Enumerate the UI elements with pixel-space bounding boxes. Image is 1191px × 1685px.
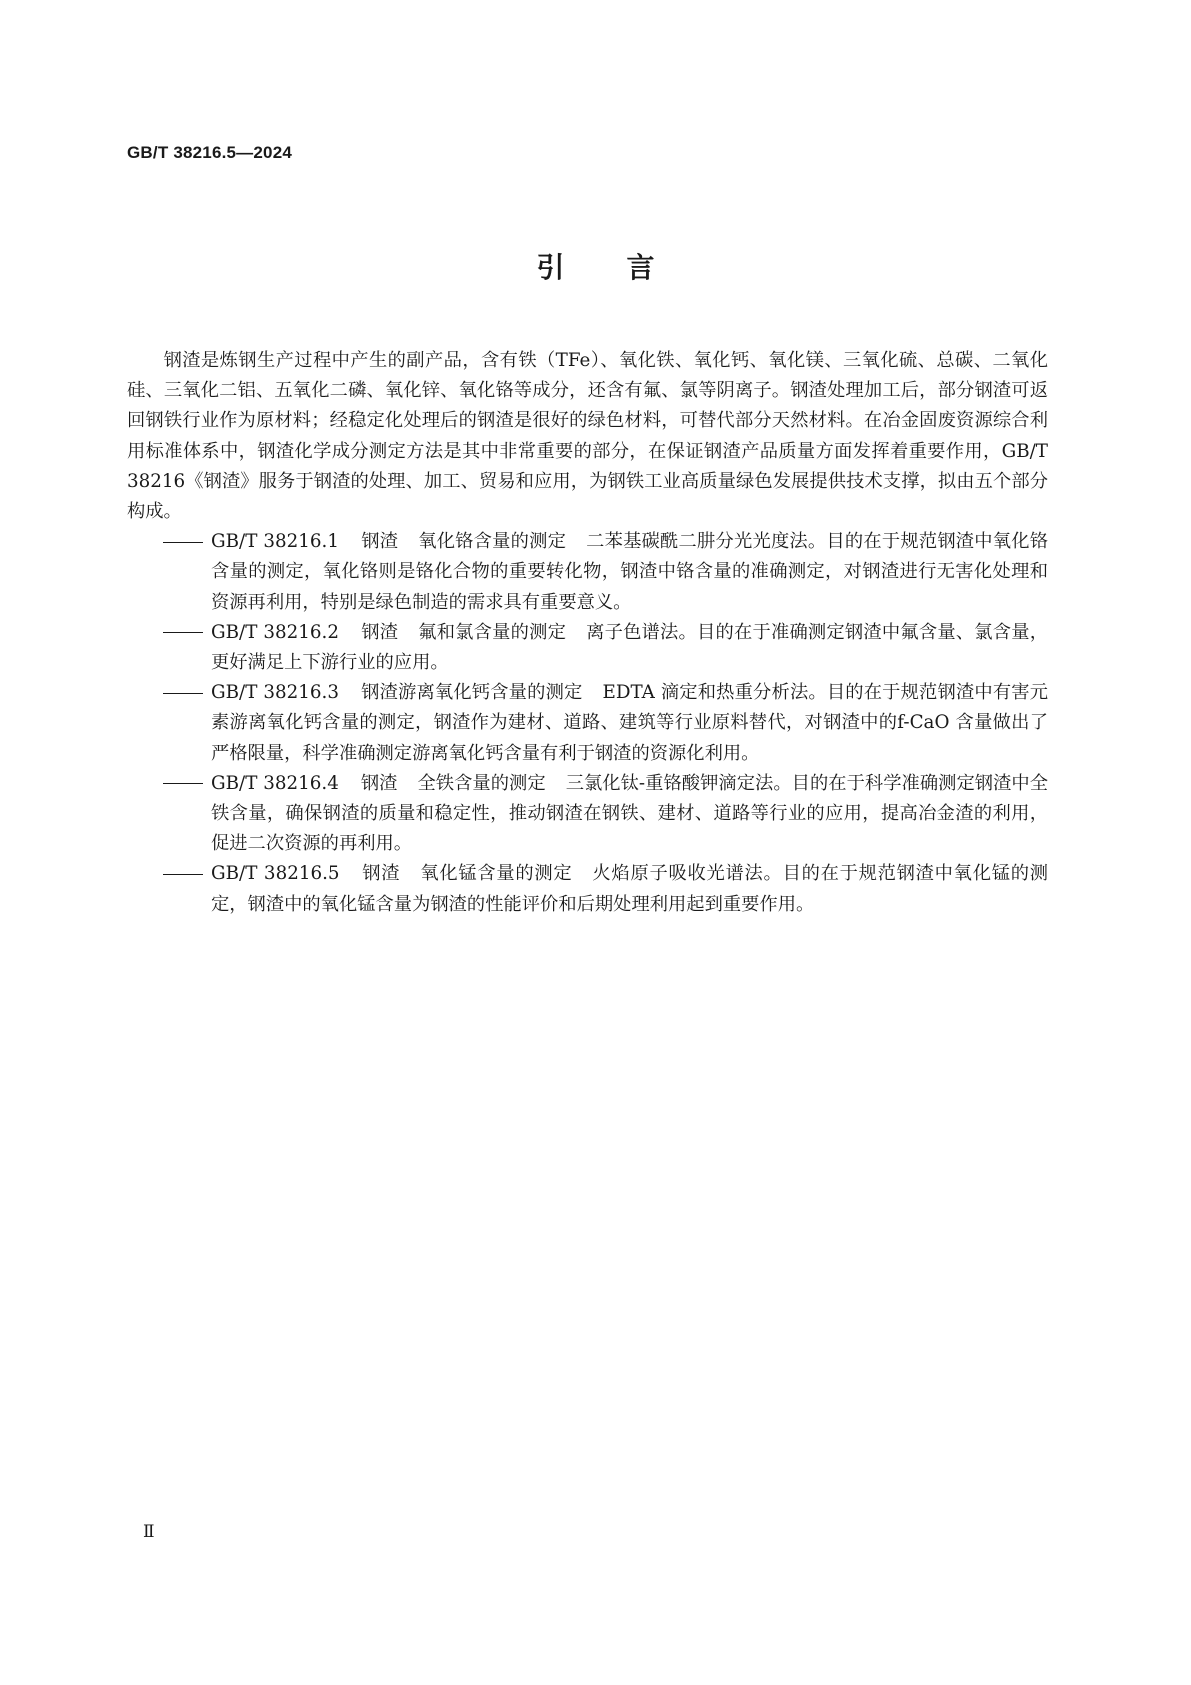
part-purpose: 目的在于规范钢渣中氧化铬含量的测定，氧化铬则是铬化合物的重要转化物，钢渣中铬含量的准确测定，对钢渣进行无害化处理和资源再利用，特别是绿色制造的需求具有重要意义。: [211, 531, 1049, 613]
part-code: GB/T 38216.2: [211, 621, 340, 643]
em-dash-marker: [163, 618, 211, 648]
part-purpose: 目的在于规范钢渣中有害元素游离氧化钙含量的测定，钢渣作为建材、道路、建筑等行业原料替代，对钢渣中的f-CaO 含量做出了严格限量，科学准确测定游离氧化钙含量有利于钢渣的资源化利用。: [211, 682, 1049, 764]
part-title-main: 钢渣: [361, 621, 399, 643]
part-title-sub: 钢渣游离氧化钙含量的测定: [360, 682, 583, 704]
list-item: [127, 769, 1048, 860]
list-item: [127, 678, 1048, 769]
document-body: [127, 346, 1048, 920]
part-title-method: 离子色谱法。: [586, 621, 698, 643]
part-code: GB/T 38216.4: [211, 772, 339, 794]
part-title-sub: 氟和氯含量的测定: [418, 621, 567, 643]
part-title-main: 钢渣: [361, 863, 401, 885]
list-item: [127, 527, 1048, 618]
part-purpose: 目的在于规范钢渣中氧化锰的测定，钢渣中的氧化锰含量为钢渣的性能评价和后期处理利用起到重要作用。: [211, 863, 1049, 915]
em-dash-marker: [163, 859, 211, 889]
em-dash-marker: [163, 769, 211, 799]
part-title-method: 火焰原子吸收光谱法。: [592, 863, 783, 885]
part-purpose: 目的在于科学准确测定钢渣中全铁含量，确保钢渣的质量和稳定性，推动钢渣在钢铁、建材、道路等行业的应用，提高冶金渣的利用，促进二次资源的再利用。: [211, 772, 1048, 855]
part-title-main: 钢渣: [361, 531, 399, 553]
parts-list: [127, 527, 1048, 920]
section-title: 引言: [536, 251, 717, 284]
part-title-sub: 氧化锰含量的测定: [420, 863, 573, 885]
part-code: GB/T 38216.1: [211, 531, 340, 553]
part-title-method: 三氯化钛-重铬酸钾滴定法。: [565, 772, 792, 794]
part-code: GB/T 38216.5: [211, 863, 340, 885]
part-title-method: EDTA 滴定和热重分析法。: [602, 682, 827, 704]
list-item: [127, 859, 1048, 919]
part-title-method: 二苯基碳酰二肼分光光度法。: [586, 531, 827, 553]
standard-code: GB/T 38216.5—2024: [127, 143, 292, 162]
part-title-sub: 氧化铬含量的测定: [418, 531, 567, 553]
part-purpose: 目的在于准确测定钢渣中氟含量、氯含量，更好满足上下游行业的应用。: [211, 621, 1049, 674]
part-title-sub: 全铁含量的测定: [417, 772, 546, 794]
part-title-main: 钢渣: [360, 772, 398, 794]
page-number: Ⅱ: [143, 1522, 155, 1542]
list-item: [127, 618, 1048, 678]
em-dash-marker: [163, 678, 211, 708]
part-code: GB/T 38216.3: [211, 682, 339, 704]
em-dash-marker: [163, 527, 211, 557]
intro-paragraph: 钢渣是炼钢生产过程中产生的副产品，含有铁（TFe）、氧化铁、氧化钙、氧化镁、三氧化硫、总碳、二氧化硅、三氧化二铝、五氧化二磷、氧化锌、氧化铬等成分，还含有氟、氯等阴离子。钢渣处理加工后，部分钢渣可返回钢铁行业作为原材料；经稳定化处理后的钢渣是很好的绿色材料，可替代部分天然材料。在冶金固废资源综合利用标准体系中，钢渣化学成分测定方法是其中非常重要的部分，在保证钢渣产品质量方面发挥着重要作用，GB/T 38216《钢渣》服务于钢渣的处理、加工、贸易和应用，为钢铁工业高质量绿色发展提供技术支撑，拟由五个部分构成。: [127, 350, 1048, 523]
